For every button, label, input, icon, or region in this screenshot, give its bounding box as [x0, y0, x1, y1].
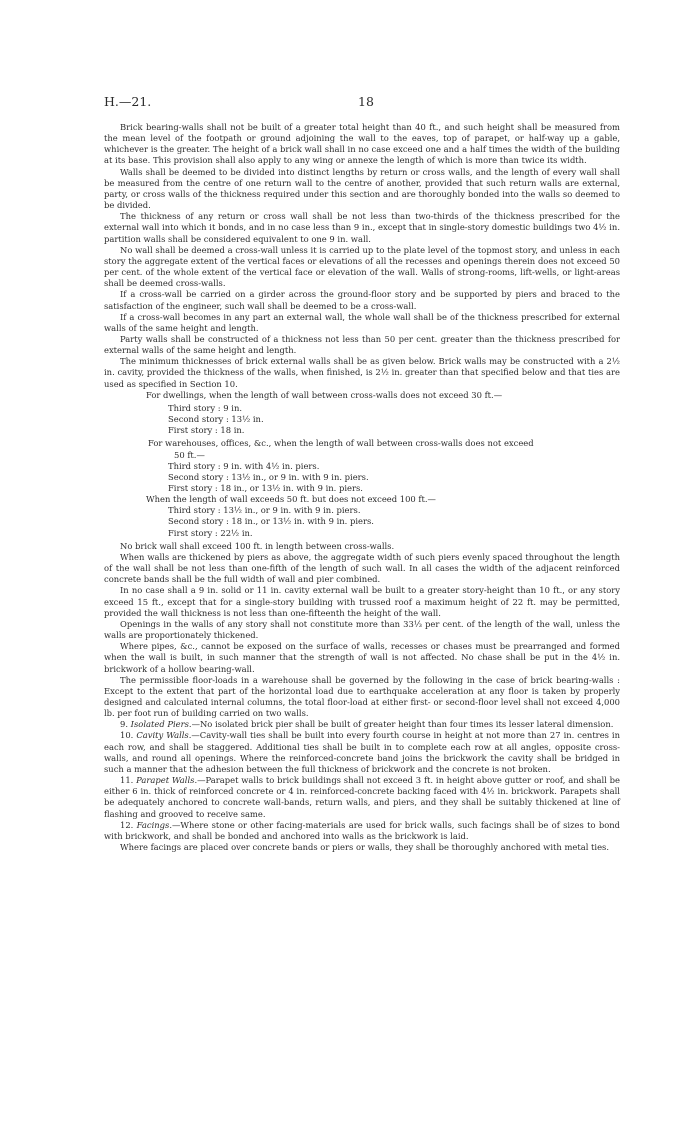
section-text: —Parapet walls to brick buildings shall not exceed 3 ft. in height above gutter or roof, and shall be either 6 in. thick of reinforced concrete or 4 in. reinforced-concrete backing faced with 4½ in. brickwork. Parapets shall be adequately anchored to concrete wall-bands, return walls, and piers, and they shall be suitably thickened at line of flashing and grooved to receive same. [104, 775, 620, 819]
table-row: Second story : 18 in., or 13½ in. with 9 in. piers. [168, 516, 374, 527]
section-parapet-walls [104, 775, 620, 820]
paragraph: If a cross-wall be carried on a girder across the ground-floor story and be supported by piers and braced to the satisfaction of the engineer, such wall shall be deemed to be a cross-wall. [104, 289, 620, 311]
table-heading-warehouses-line1: For warehouses, offices, &c., when the length of wall between cross-walls does not exceed [148, 438, 534, 449]
section-title: Cavity Walls. [136, 730, 192, 741]
paragraph: The thickness of any return or cross wall shall be not less than two-thirds of the thickness prescribed for the external wall into which it bonds, and in no case less than 9 in., except that in single-story domestic buildings two 4½ in. partition walls shall be considered equivalent to one 9 in. wall. [104, 211, 620, 244]
section-number: 11. [120, 775, 134, 786]
document-body [104, 122, 620, 853]
table-row: First story : 22½ in. [168, 527, 253, 538]
section-text: —No isolated brick pier shall be built of greater height than four times its lesser lateral dimension. [191, 719, 614, 730]
section-isolated-piers [104, 719, 620, 730]
paragraph: Brick bearing-walls shall not be built of a greater total height than 40 ft., and such height shall be measured from the mean level of the footpath or ground adjoining the wall to the eaves, top of parapet, or half-way up a gable, whichever is the greater. The height of a brick wall shall in no case exceed one and a half times the width of the building at its base. This provision shall also apply to any wing or annexe the length of which is more than twice its width. [104, 122, 620, 166]
table-row: Third story : 9 in. with 4½ in. piers. [168, 460, 320, 471]
table-row: First story : 18 in., or 13½ in. with 9 in. piers. [168, 483, 363, 493]
table-heading-long-walls: When the length of wall exceeds 50 ft. but does not exceed 100 ft.— [146, 494, 436, 505]
table-row: Second story : 13½ in., or 9 in. with 9 in. piers. [168, 471, 369, 482]
section-number: 12. [120, 819, 134, 830]
paragraph: Where pipes, &c., cannot be exposed on the surface of walls, recesses or chases must be prearranged and formed when the wall is built, in such manner that the strength of wall is not affected. No chase shall be put in the 4½ in. brickwork of a hollow bearing-wall. [104, 641, 620, 674]
paragraph: If a cross-wall becomes in any part an external wall, the whole wall shall be of the thickness prescribed for external walls of the same height and length. [104, 311, 620, 333]
table-row: Third story : 13½ in., or 9 in. with 9 in. piers. [168, 505, 361, 516]
table-heading-dwellings: For dwellings, when the length of wall between cross-walls does not exceed 30 ft.— [146, 389, 503, 400]
paragraph: No brick wall shall exceed 100 ft. in length between cross-walls. [120, 540, 395, 551]
paragraph: The minimum thicknesses of brick external walls shall be as given below. Brick walls may be constructed with a 2½ in. cavity, provided the thickness of the walls, when finished, is 2½ in. greater than that specified below and that ties are used as specified in Section 10. [104, 356, 620, 389]
page-number: 18 [358, 94, 374, 109]
table-row: Third story : 9 in. [168, 402, 242, 413]
section-cavity-walls [104, 730, 620, 775]
section-number: 10. [120, 730, 134, 741]
section-text: —Where stone or other facing-materials are used for brick walls, such facings shall be of sizes to bond with brickwork, and shall be bonded and anchored into walls as the brickwork is laid. [104, 819, 620, 841]
section-title: Facings. [136, 819, 172, 830]
paragraph: When walls are thickened by piers as above, the aggregate width of such piers evenly spaced throughout the length of the wall shall be not less than one-fifth of the length of such wall. In all cases the width of the adjacent reinforced concrete bands shall be the full width of wall and pier combined. [104, 551, 620, 585]
paragraph: Walls shall be deemed to be divided into distinct lengths by return or cross walls, and the length of every wall shall be measured from the centre of one return wall to the centre of another, provided that such return walls are external, party, or cross walls of the thickness required under this section and are thoroughly bonded into the walls so deemed to be divided. [104, 166, 620, 211]
section-facings [104, 820, 620, 842]
table-row: First story : 18 in. [168, 425, 245, 436]
paragraph: Where facings are placed over concrete bands or piers or walls, they shall be thoroughly anchored with metal ties. [120, 842, 610, 852]
section-title: Parapet Walls. [136, 775, 198, 786]
paragraph: In no case shall a 9 in. solid or 11 in. cavity external wall be built to a greater story-height than 10 ft., or any story exceed 15 ft., except that for a single-story building with trussed roof a maximum height of 22 ft. may be permitted, provided the wall thickness is not less than one-fifteenth the height of the wall. [104, 585, 620, 618]
paragraph: Openings in the walls of any story shall not constitute more than 33⅓ per cent. of the length of the wall, unless the walls are proportionately thickened. [104, 618, 620, 641]
section-text: —Cavity-wall ties shall be built into every fourth course in height at not more than 27 in. centres in each row, and shall be staggered. Additional ties shall be built in to complete each row at all angles, opposite cross-walls, and round all openings. Where the reinforced-concrete band joins the brickwork the cavity shall be bridged in such a manner that the adhesion between the full thickness of brickwork and the concrete is not broken. [104, 730, 620, 774]
paragraph: The permissible floor-loads in a warehouse shall be governed by the following in the case of brick bearing-walls : Except to the extent that part of the horizontal load due to earthquake acceleration at any floor is taken by properly designed and calculated internal columns, the total floor-load at either first- or second-floor level shall not exceed 4,000 lb. per foot run of building carried on two walls. [104, 674, 620, 719]
paragraph: No wall shall be deemed a cross-wall unless it is carried up to the plate level of the topmost story, and unless in each story the aggregate extent of the vertical faces or elevations of all the recesses and openings therein does not exceed 50 per cent. of the whole extent of the vertical face or elevation of the wall. Walls of strong-rooms, lift-wells, or light-areas shall be deemed cross-walls. [104, 244, 620, 289]
table-heading-warehouses [148, 438, 620, 460]
table-heading-warehouses-line2: 50 ft.— [174, 449, 205, 460]
table-row: Second story : 13½ in. [168, 414, 264, 425]
section-number: 9. [120, 719, 128, 730]
document-reference: H.—21. [104, 94, 152, 109]
paragraph: Party walls shall be constructed of a thickness not less than 50 per cent. greater than the thickness prescribed for external walls of the same height and length. [104, 333, 620, 356]
section-title: Isolated Piers. [130, 719, 192, 730]
